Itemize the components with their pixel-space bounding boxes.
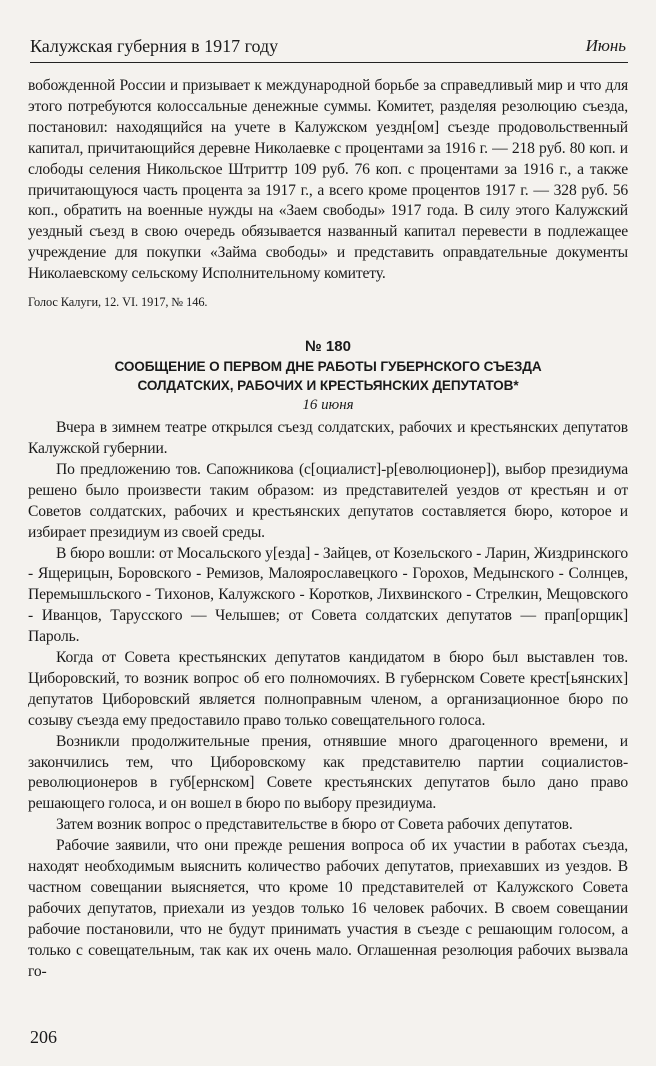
body-paragraph: Вчера в зимнем театре открылся съезд солдатских, рабочих и крестьянских депутатов Калужской губернии. [28, 419, 628, 457]
document-title-line: СОЛДАТСКИХ, РАБОЧИХ И КРЕСТЬЯНСКИХ ДЕПУТАТОВ* [137, 378, 519, 394]
source-citation: Голос Калуги, 12. VI. 1917, № 146. [28, 295, 208, 310]
body-paragraph: По предложению тов. Сапожникова (с[оциалист]-р[еволюционер]), выбор президиума решено было произвести таким образом: из представителей уездов от крестьян и от Советов солдатских, рабочих и крестьянских депутатов составляется бюро, которое и избирает президиум из своей среды. [28, 460, 628, 541]
body-paragraph: Затем возник вопрос о представительстве в бюро от Совета рабочих депутатов. [56, 816, 573, 834]
body-paragraph: Возникли продолжительные прения, отнявшие много драгоценного времени, и закончились тем, что Циборовскому как представителю партии социалистов-революционеров в губ[ернском] Совете крестьянских депутатов было дано право решающего голоса, и он вошел в бюро по выбору президиума. [28, 732, 628, 813]
intro-paragraph: вобожденной России и призывает к международной борьбе за справедливый мир и что для этого потребуются колоссальные денежные суммы. Комитет, разделяя резолюцию съезда, постановил: находящийся на учете в Калужском уездн[ом] съезде продовольственный капитал, причитающийся деревне Николаевке с процентами за 1916 г. — 218 руб. 80 коп. и слободы селения Никольское Штриттр 109 руб. 76 коп. с процентами за 1916 г., а также причитающуюся часть процента за 1917 г., а всего кроме процентов 1917 г. — 328 руб. 56 коп., обратить на военные нужды на «Заем свободы» 1917 года. В силу этого Калужский уездный съезд в свою очередь обязывается названный капитал перевести в подлежащее учреждение для покупки «Займа свободы» и представить оправдательные документы Николаевскому сельскому Исполнительному комитету. [28, 77, 628, 283]
running-header-title: Калужская губерния в 1917 году [30, 36, 279, 56]
page-number: 206 [30, 1027, 57, 1047]
running-header-month: Июнь [585, 36, 626, 55]
document-title [28, 357, 628, 395]
document-date: 16 июня [302, 397, 354, 414]
body-paragraph: В бюро вошли: от Мосальского у[езда] - Зайцев, от Козельского - Ларин, Жиздринского - Ящерицын, Боровского - Ремизов, Малоярославецкого - Горохов, Медынского - Солнцев, Перемышльского - Тихонов, Калужского - Коротков, Лихвинского - Стрелкин, Мещовского - Иванцов, Тарусского — Челышев; от Совета солдатских депутатов — прап[орщик] Пароль. [28, 544, 628, 646]
body-paragraph: Когда от Совета крестьянских депутатов кандидатом в бюро был выставлен тов. Циборовский, то возник вопрос об его полномочиях. В губернском Совете крест[ьянских] депутатов Циборовский является полноправным членом, а организационное бюро по созыву съезда ему предоставило право только совещательного голоса. [28, 649, 628, 729]
document-title-line: СООБЩЕНИЕ О ПЕРВОМ ДНЕ РАБОТЫ ГУБЕРНСКОГО СЪЕЗДА [114, 359, 542, 375]
running-header [30, 34, 628, 63]
document-number: № 180 [305, 338, 351, 356]
page-content [28, 76, 628, 983]
body-paragraph: Рабочие заявили, что они прежде решения вопроса об их участии в работах съезда, находят необходимым выяснить количество рабочих депутатов, приехавших из уездов. В частном совещании выясняется, что кроме 10 представителей от Калужского Совета рабочих депутатов, приехали из уездов только 16 человек рабочих. В своем совещании рабочие постановили, что не будут принимать участия в съезде с решающим голосом, а только с совещательным, так как их очень мало. Оглашенная резолюция рабочих вызвала го- [28, 837, 628, 980]
